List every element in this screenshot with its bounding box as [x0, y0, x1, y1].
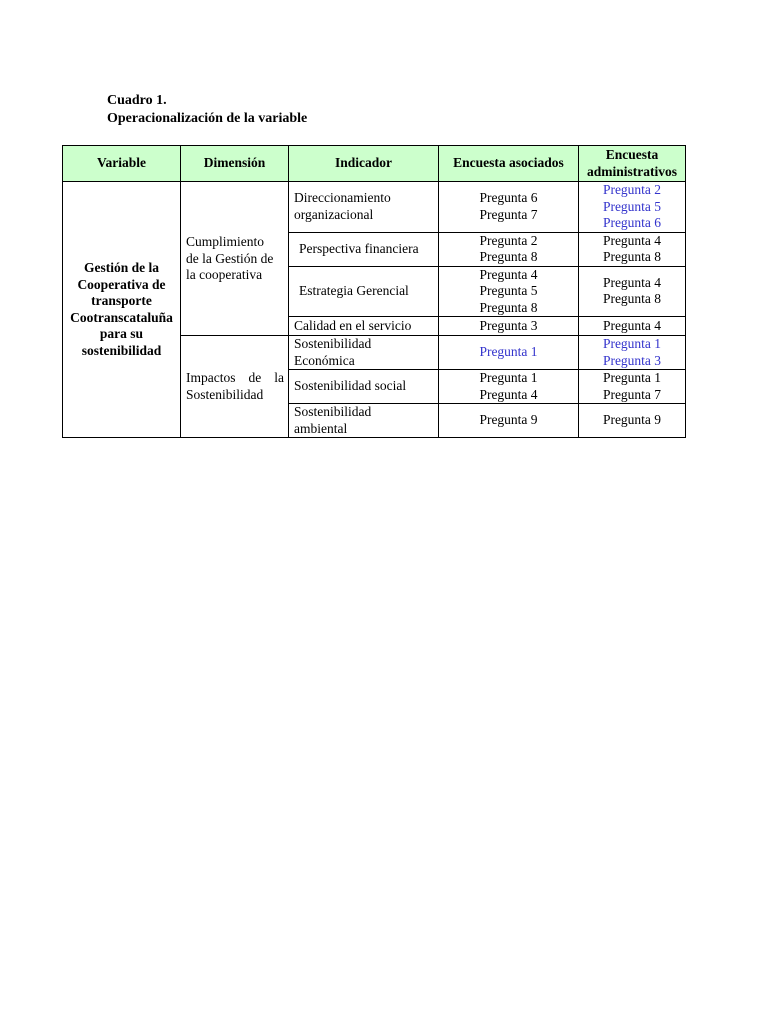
variable-line: transporte	[91, 293, 152, 308]
indicator-line: Estrategia Gerencial	[299, 283, 409, 298]
admin-cell	[579, 404, 686, 438]
associates-cell	[439, 336, 579, 370]
indicator-cell	[289, 232, 439, 266]
associates-cell	[439, 266, 579, 317]
header-survey-admin-line1: Encuesta	[605, 147, 659, 162]
question-ref: Pregunta 4	[602, 317, 662, 333]
variable-line: Cooperativa de	[77, 276, 166, 292]
header-dimension: Dimensión	[181, 146, 289, 182]
admin-cell	[579, 182, 686, 233]
table-caption	[107, 92, 307, 128]
question-ref: Pregunta 1	[479, 344, 538, 360]
header-indicator: Indicador	[289, 146, 439, 182]
question-ref: Pregunta 8	[602, 249, 662, 264]
caption-number: Cuadro 1.	[107, 93, 167, 108]
question-ref: Pregunta 9	[602, 412, 662, 428]
caption-title: Operacionalización de la variable	[107, 111, 308, 126]
variable-line: Gestión de la	[83, 260, 159, 275]
question-ref: Pregunta 7	[602, 386, 662, 402]
associates-cell	[439, 404, 579, 438]
indicator-cell	[289, 404, 439, 438]
question-ref: Pregunta 1	[602, 336, 662, 351]
question-ref: Pregunta 7	[479, 206, 538, 222]
question-ref: Pregunta 5	[479, 283, 538, 298]
associates-cell	[439, 232, 579, 266]
question-ref: Pregunta 6	[602, 215, 662, 230]
associates-cell	[439, 370, 579, 404]
dimension-cell-2	[181, 336, 289, 438]
indicator-cell	[289, 317, 439, 336]
question-ref: Pregunta 2	[602, 182, 662, 197]
variable-line: Cootranscataluña	[70, 309, 173, 325]
variable-line: sostenibilidad	[81, 342, 162, 358]
question-ref: Pregunta 8	[602, 291, 662, 307]
dimension-line: la cooperativa	[186, 267, 263, 282]
dimension-line: Impactos de la	[186, 370, 284, 385]
indicator-line: Sostenibilidad	[294, 336, 372, 351]
header-survey-admin-line2: administrativos	[586, 163, 677, 179]
question-ref: Pregunta 8	[479, 299, 538, 315]
indicator-line: organizacional	[294, 206, 374, 222]
associates-cell	[439, 182, 579, 233]
variable-line: para su	[99, 326, 144, 341]
admin-cell	[579, 266, 686, 317]
dimension-line: de la Gestión de	[186, 250, 274, 266]
admin-cell	[579, 317, 686, 336]
question-ref: Pregunta 6	[479, 190, 538, 206]
indicator-line: ambiental	[294, 420, 348, 436]
header-survey-associates: Encuesta asociados	[439, 146, 579, 182]
question-ref: Pregunta 9	[479, 412, 538, 428]
question-ref: Pregunta 4	[602, 274, 662, 290]
indicator-line: Sostenibilidad	[294, 404, 372, 419]
admin-cell	[579, 232, 686, 266]
indicator-cell	[289, 266, 439, 317]
question-ref: Pregunta 1	[479, 370, 538, 385]
question-ref: Pregunta 8	[479, 249, 538, 264]
indicator-line: Sostenibilidad social	[294, 378, 407, 394]
variable-cell	[63, 182, 181, 438]
indicator-line: Direccionamiento	[294, 190, 391, 206]
header-survey-admin	[579, 146, 686, 182]
dimension-line: Cumplimiento	[186, 234, 265, 249]
indicator-cell	[289, 182, 439, 233]
indicator-cell	[289, 336, 439, 370]
table-row	[63, 182, 686, 233]
question-ref: Pregunta 4	[479, 266, 538, 282]
operationalization-table	[62, 145, 686, 438]
admin-cell	[579, 370, 686, 404]
admin-cell	[579, 336, 686, 370]
indicator-cell	[289, 370, 439, 404]
header-variable: Variable	[63, 146, 181, 182]
question-ref: Pregunta 3	[602, 352, 662, 368]
question-ref: Pregunta 2	[479, 232, 538, 248]
dimension-line: Sostenibilidad	[186, 386, 264, 402]
question-ref: Pregunta 4	[479, 386, 538, 402]
question-ref: Pregunta 1	[602, 370, 662, 385]
indicator-line: Perspectiva financiera	[299, 240, 419, 256]
indicator-line: Calidad en el servicio	[294, 317, 412, 333]
dimension-cell-1	[181, 182, 289, 336]
associates-cell	[439, 317, 579, 336]
question-ref: Pregunta 4	[602, 232, 662, 248]
header-row	[63, 146, 686, 182]
table-body	[63, 182, 686, 438]
question-ref: Pregunta 3	[479, 317, 538, 333]
question-ref: Pregunta 5	[602, 198, 662, 214]
indicator-line: Económica	[294, 352, 355, 368]
